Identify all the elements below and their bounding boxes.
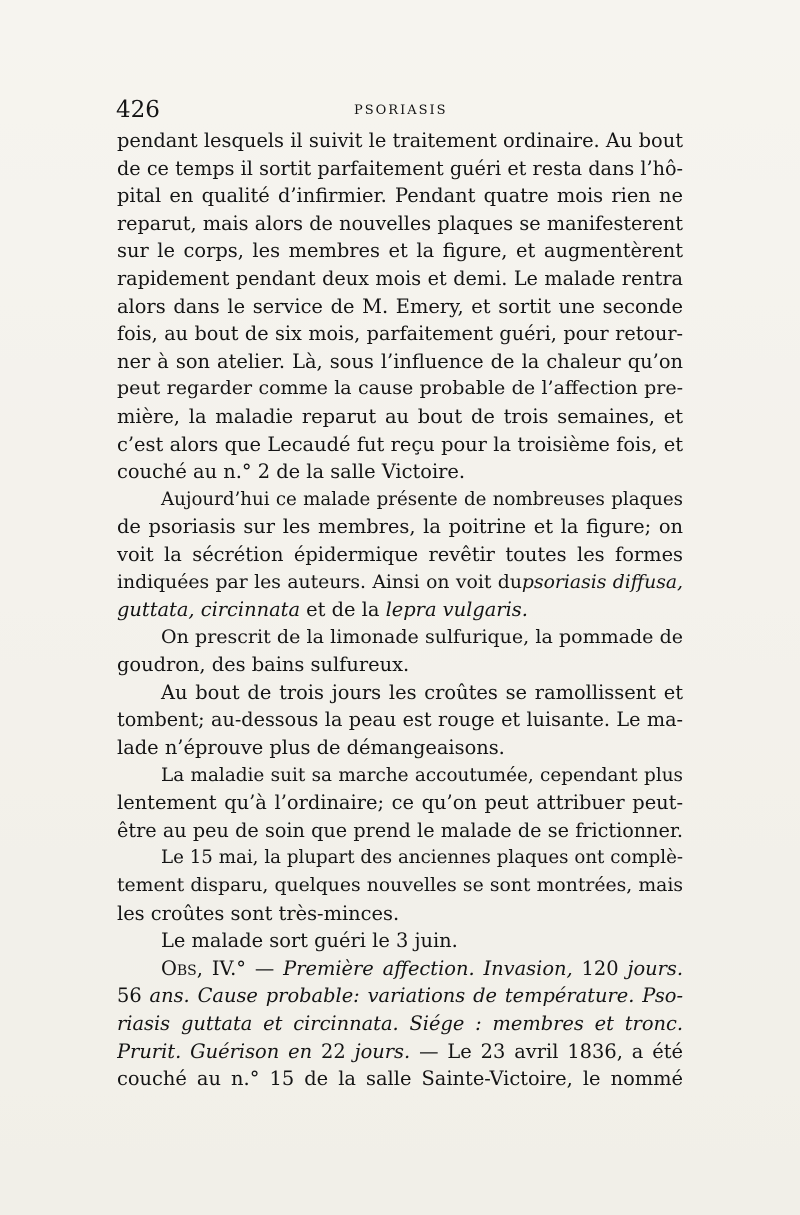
text-line: reparut, mais alors de nouvelles plaques se manifesterent xyxy=(117,211,683,235)
page-number: 426 xyxy=(116,97,160,123)
text-line: sur le corps, les membres et la figure, et augmentèrent xyxy=(117,239,683,263)
text-run: 22 xyxy=(312,1039,355,1063)
text-line: pendant lesquels il suivit le traitement ordinaire. Au bout xyxy=(117,129,683,152)
text-run: — Le 23 avril 1836, a été xyxy=(410,1039,683,1063)
text-line: Aujourd’hui ce malade présente de nombreuses plaques xyxy=(161,488,683,510)
text-line: les croûtes sont très-minces. xyxy=(117,901,400,925)
text-line: On prescrit de la limonade sulfurique, la pommade de xyxy=(161,625,683,648)
text-line: peut regarder comme la cause probable de l’affection pre- xyxy=(117,377,683,400)
italic-run: jours. xyxy=(354,1039,411,1063)
body-text xyxy=(117,127,683,1093)
text-line: Le malade sort guéri le 3 juin. xyxy=(161,929,458,953)
text-run: et de la xyxy=(300,598,386,622)
text-line: lade n’éprouve plus de démangeaisons. xyxy=(117,736,505,760)
text-line: ner à son atelier. Là, sous l’influence de la chaleur qu’on xyxy=(117,349,683,373)
italic-run: guttata, circinnata xyxy=(117,598,301,622)
text-line: goudron, des bains sulfureux. xyxy=(117,653,410,677)
text-line xyxy=(117,1038,683,1066)
text-line: voit la sécrétion épidermique revêtir toutes les formes xyxy=(117,542,683,566)
text-line: être au peu de soin que prend le malade de se frictionner. xyxy=(117,818,683,842)
text-line: couché au n.° 15 de la salle Sainte-Victoire, le nommé xyxy=(117,1067,683,1091)
text-run: — xyxy=(245,956,284,980)
text-line: riasis guttata et circinnata. Siége : membres et tronc. xyxy=(117,1012,683,1035)
text-line xyxy=(117,982,683,1010)
italic-run: Prurit. Guérison en xyxy=(117,1039,313,1063)
text-line: Au bout de trois jours les croûtes se ramollissent et xyxy=(161,680,683,704)
text-line: couché au n.° 2 de la salle Victoire. xyxy=(117,460,466,484)
text-line xyxy=(117,955,683,983)
running-title: PSORIASIS xyxy=(354,103,448,118)
text-line: alors dans le service de M. Emery, et sortit une seconde xyxy=(117,294,683,318)
text-line: pital en qualité d’infirmier. Pendant quatre mois rien ne xyxy=(117,184,683,208)
text-line xyxy=(117,596,683,624)
text-line: mière, la maladie reparut au bout de trois semaines, et xyxy=(117,404,683,428)
text-line: de psoriasis sur les membres, la poitrine et la figure; on xyxy=(117,515,683,539)
text-line: La maladie suit sa marche accoutumée, cependant plus xyxy=(161,764,683,786)
text-line: lentement qu’à l’ordinaire; ce qu’on peut attribuer peut- xyxy=(117,791,683,815)
italic-run: jours. xyxy=(627,956,683,980)
italic-run: lepra vulgaris. xyxy=(385,598,528,622)
text-line: de ce temps il sortit parfaitement guéri et resta dans l’hô- xyxy=(117,156,683,180)
italic-run: psoriasis diffusa, xyxy=(521,571,683,593)
text-run: Obs, IV.° xyxy=(161,956,246,980)
text-line: c’est alors que Lecaudé fut reçu pour la troisième fois, et xyxy=(117,432,683,456)
italic-run: Première affection. Invasion, xyxy=(283,956,573,980)
text-line xyxy=(117,569,683,597)
text-line: fois, au bout de six mois, parfaitement guéri, pour retour- xyxy=(117,322,683,346)
text-run: indiquées par les auteurs. Ainsi on voit du xyxy=(117,571,522,593)
text-run: 56 xyxy=(117,984,150,1008)
text-line: tombent; au-dessous la peau est rouge et luisante. Le ma- xyxy=(117,708,683,732)
text-line: tement disparu, quelques nouvelles se sont montrées, mais xyxy=(117,875,683,897)
italic-run: ans. Cause probable: variations de température. Pso- xyxy=(149,984,683,1008)
text-run: 120 xyxy=(572,956,628,980)
page-header xyxy=(116,98,682,122)
text-line: rapidement pendant deux mois et demi. Le malade rentra xyxy=(117,266,683,290)
text-line: Le 15 mai, la plupart des anciennes plaques ont complè- xyxy=(161,847,683,869)
